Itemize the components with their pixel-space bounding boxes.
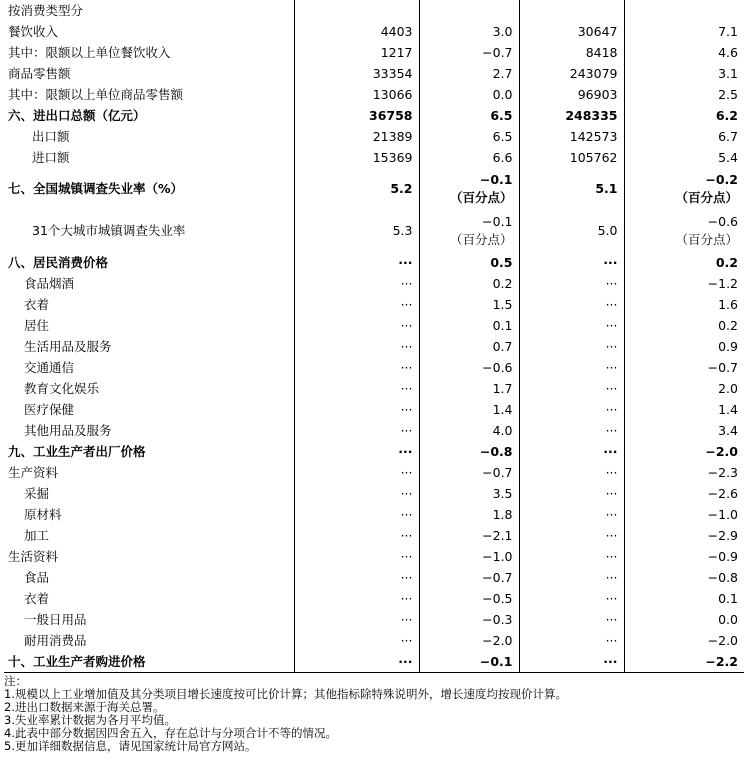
table-row (4, 357, 744, 378)
cell-ytd-value: ··· (519, 441, 624, 462)
cell-month-change: 0.7 (419, 336, 519, 357)
row-label: 出口额 (32, 129, 70, 144)
table-body-bottom (4, 252, 744, 673)
cell-ytd-change: 2.0 (624, 378, 744, 399)
footnote-line: 3.失业率累计数据为各月平均值。 (4, 713, 176, 727)
cell-month-change: −0.5 (419, 588, 519, 609)
cell-month-value: ··· (294, 315, 419, 336)
cell-month-value: 21389 (294, 126, 419, 147)
cell-ytd-change: 0.2 (624, 315, 744, 336)
cell-month-value: ··· (294, 336, 419, 357)
row-label: 进口额 (32, 150, 70, 165)
cell-month-value: 13066 (294, 84, 419, 105)
cell-ytd-change: 3.1 (624, 63, 744, 84)
row-label: 九、工业生产者出厂价格 (8, 444, 146, 459)
cell-ytd-value: 142573 (519, 126, 624, 147)
cell-month-value: ··· (294, 462, 419, 483)
table-row (4, 525, 744, 546)
cell-ytd-change: −2.0 (624, 441, 744, 462)
table-row-unemployment (4, 168, 744, 210)
table-row (4, 105, 744, 126)
cell-month-change: 2.7 (419, 63, 519, 84)
cell-ytd-change: −0.7 (624, 357, 744, 378)
row-label: 居住 (24, 318, 50, 333)
cell-ytd-value: ··· (519, 378, 624, 399)
cell-ytd-change: −1.2 (624, 273, 744, 294)
cell-ytd-change: −2.9 (624, 525, 744, 546)
row-label: 加工 (24, 528, 50, 543)
cell-ytd-value: 243079 (519, 63, 624, 84)
table-row (4, 651, 744, 673)
row-label: 衣着 (24, 297, 50, 312)
row-label: 八、居民消费价格 (8, 255, 109, 270)
cell-month-value: 1217 (294, 42, 419, 63)
row-label: 教育文化娱乐 (24, 381, 100, 396)
row-label: 生产资料 (8, 465, 59, 480)
cell-ytd-change: 6.2 (624, 105, 744, 126)
cell-ytd-change (624, 0, 744, 21)
cell-ytd-change: 0.1 (624, 588, 744, 609)
footnote-line: 5.更加详细数据信息，请见国家统计局官方网站。 (4, 739, 257, 753)
cell-ytd-change: −2.0 (624, 630, 744, 651)
cell-month-value: ··· (294, 294, 419, 315)
cell-ytd-value: ··· (519, 483, 624, 504)
footnote-line: 2.进出口数据来源于海关总署。 (4, 700, 165, 714)
cell-ytd-value: ··· (519, 609, 624, 630)
cell-month-value: 4403 (294, 21, 419, 42)
row-label: 食品 (24, 570, 50, 585)
cell-ytd-value: ··· (519, 588, 624, 609)
table-row (4, 126, 744, 147)
cell-month-change: −2.1 (419, 525, 519, 546)
cell-ytd-value: ··· (519, 567, 624, 588)
row-label: 商品零售额 (8, 66, 71, 81)
change-value: −0.1 (482, 214, 513, 229)
footnotes (4, 675, 750, 753)
table-row (4, 42, 744, 63)
cell-month-value: ··· (294, 567, 419, 588)
cell-ytd-value: 105762 (519, 147, 624, 168)
cell-ytd-value: ··· (519, 273, 624, 294)
cell-ytd-value: ··· (519, 315, 624, 336)
row-label: 医疗保健 (24, 402, 75, 417)
cell-month-change: −0.8 (419, 441, 519, 462)
cell-month-value: ··· (294, 357, 419, 378)
table-row (4, 504, 744, 525)
cell-month-change: 0.0 (419, 84, 519, 105)
change-value: −0.2 (705, 172, 738, 187)
row-label: 按消费类型分 (8, 3, 84, 18)
row-label: 一般日用品 (24, 612, 87, 627)
cell-ytd-change: −2.6 (624, 483, 744, 504)
cell-ytd-change: −2.2 (624, 651, 744, 673)
cell-month-change: 1.7 (419, 378, 519, 399)
cell-month-change: −0.3 (419, 609, 519, 630)
footnote-line: 1.规模以上工业增加值及其分类项目增长速度按可比价计算；其他指标除特殊说明外，增长速度均按现价计算。 (4, 687, 567, 701)
cell-month-value: ··· (294, 399, 419, 420)
cell-month-value: ··· (294, 504, 419, 525)
cell-ytd-value: ··· (519, 462, 624, 483)
change-value: −0.1 (479, 172, 513, 187)
row-label: 十、工业生产者购进价格 (4, 651, 294, 673)
table-row (4, 336, 744, 357)
table-row-31-cities (4, 210, 744, 252)
row-label: 六、进出口总额（亿元） (8, 108, 146, 123)
cell-ytd-change: 7.1 (624, 21, 744, 42)
cell-ytd-change: 4.6 (624, 42, 744, 63)
table-row (4, 63, 744, 84)
cell-ytd-change: 0.9 (624, 336, 744, 357)
row-label: 交通通信 (24, 360, 75, 375)
row-label: 七、全国城镇调查失业率（%） (8, 181, 184, 196)
cell-month-value: ··· (294, 651, 419, 673)
cell-month-value: ··· (294, 525, 419, 546)
cell-ytd-value: ··· (519, 651, 624, 673)
footnote-line: 4.此表中部分数据因四舍五入，存在总计与分项合计不等的情况。 (4, 726, 337, 740)
row-label: 生活资料 (8, 549, 59, 564)
row-label: 其中：限额以上单位商品零售额 (8, 87, 184, 102)
table-row (4, 567, 744, 588)
row-label: 其中：限额以上单位餐饮收入 (8, 45, 171, 60)
row-label: 生活用品及服务 (24, 339, 112, 354)
cell-ytd-value: ··· (519, 399, 624, 420)
table-row (4, 84, 744, 105)
table-row (4, 483, 744, 504)
cell-month-change: 6.5 (419, 126, 519, 147)
cell-ytd-value: 248335 (519, 105, 624, 126)
change-unit: （百分点） (675, 232, 738, 247)
cell-month-value: 15369 (294, 147, 419, 168)
cell-month-change (419, 168, 519, 210)
row-label: 采掘 (24, 486, 50, 501)
cell-month-change: 6.5 (419, 105, 519, 126)
cell-month-change: 1.4 (419, 399, 519, 420)
cell-ytd-change: 0.2 (624, 252, 744, 273)
cell-month-value: ··· (294, 273, 419, 294)
cell-month-change: 1.5 (419, 294, 519, 315)
table-row (4, 462, 744, 483)
table-row (4, 273, 744, 294)
footnote-line: 注： (4, 674, 27, 688)
cell-ytd-value: ··· (519, 546, 624, 567)
cell-ytd-change (624, 168, 744, 210)
row-label: 耐用消费品 (24, 633, 87, 648)
cell-month-value: ··· (294, 546, 419, 567)
cell-ytd-value: ··· (519, 420, 624, 441)
cell-month-change: 0.1 (419, 315, 519, 336)
cell-ytd-change: 6.7 (624, 126, 744, 147)
cell-ytd-change: −2.3 (624, 462, 744, 483)
cell-ytd-change: 2.5 (624, 84, 744, 105)
table-row (4, 378, 744, 399)
cell-month-value: 5.2 (294, 168, 419, 210)
cell-ytd-change: 3.4 (624, 420, 744, 441)
table-body-top (4, 0, 744, 168)
table-row (4, 588, 744, 609)
cell-month-change: −2.0 (419, 630, 519, 651)
cell-ytd-value: 8418 (519, 42, 624, 63)
cell-month-change: −0.7 (419, 567, 519, 588)
table-row (4, 546, 744, 567)
cell-ytd-value: ··· (519, 294, 624, 315)
table-row (4, 441, 744, 462)
cell-month-change: −0.6 (419, 357, 519, 378)
change-unit: （百分点） (449, 190, 513, 205)
cell-month-change: 4.0 (419, 420, 519, 441)
cell-month-change: −0.7 (419, 42, 519, 63)
cell-month-value: 36758 (294, 105, 419, 126)
table-row (4, 609, 744, 630)
row-label: 餐饮收入 (8, 24, 59, 39)
cell-ytd-value: 96903 (519, 84, 624, 105)
cell-ytd-value: 5.0 (519, 210, 624, 252)
row-label: 31个大城市城镇调查失业率 (32, 223, 186, 238)
cell-month-value: ··· (294, 252, 419, 273)
row-label: 食品烟酒 (24, 276, 75, 291)
cell-month-value: ··· (294, 483, 419, 504)
cell-month-change: 1.8 (419, 504, 519, 525)
cell-month-value: ··· (294, 630, 419, 651)
change-value: −0.6 (707, 214, 738, 229)
table-row (4, 0, 744, 21)
statistics-table (4, 0, 744, 673)
cell-ytd-change: −0.8 (624, 567, 744, 588)
change-unit: （百分点） (675, 190, 738, 205)
cell-month-change: 3.5 (419, 483, 519, 504)
cell-month-value: ··· (294, 441, 419, 462)
table-row (4, 21, 744, 42)
cell-month-change: −1.0 (419, 546, 519, 567)
cell-ytd-change (624, 210, 744, 252)
cell-ytd-value: 5.1 (519, 168, 624, 210)
table-row (4, 252, 744, 273)
cell-month-value: 5.3 (294, 210, 419, 252)
cell-month-value (294, 0, 419, 21)
table-row (4, 294, 744, 315)
cell-month-change: 0.2 (419, 273, 519, 294)
cell-month-change (419, 0, 519, 21)
cell-month-value: 33354 (294, 63, 419, 84)
change-unit: （百分点） (449, 232, 513, 247)
cell-month-value: ··· (294, 378, 419, 399)
cell-ytd-value: ··· (519, 504, 624, 525)
cell-month-change: −0.1 (419, 651, 519, 673)
cell-month-change (419, 210, 519, 252)
table-row (4, 147, 744, 168)
cell-ytd-change: 1.6 (624, 294, 744, 315)
cell-month-change: −0.7 (419, 462, 519, 483)
table-row (4, 399, 744, 420)
row-label: 衣着 (24, 591, 50, 606)
cell-ytd-change: 1.4 (624, 399, 744, 420)
cell-ytd-change: 0.0 (624, 609, 744, 630)
cell-month-change: 3.0 (419, 21, 519, 42)
cell-ytd-change: −1.0 (624, 504, 744, 525)
cell-ytd-value: ··· (519, 525, 624, 546)
cell-ytd-change: −0.9 (624, 546, 744, 567)
unemployment-block (4, 168, 744, 252)
cell-ytd-value (519, 0, 624, 21)
table-row (4, 420, 744, 441)
row-label: 原材料 (24, 507, 62, 522)
cell-ytd-value: ··· (519, 336, 624, 357)
cell-month-value: ··· (294, 420, 419, 441)
cell-month-change: 6.6 (419, 147, 519, 168)
table-row (4, 630, 744, 651)
table-row (4, 315, 744, 336)
cell-ytd-value: ··· (519, 252, 624, 273)
cell-ytd-value: ··· (519, 630, 624, 651)
cell-ytd-value: ··· (519, 357, 624, 378)
cell-month-change: 0.5 (419, 252, 519, 273)
cell-ytd-value: 30647 (519, 21, 624, 42)
cell-month-value: ··· (294, 588, 419, 609)
cell-month-value: ··· (294, 609, 419, 630)
cell-ytd-change: 5.4 (624, 147, 744, 168)
row-label: 其他用品及服务 (24, 423, 112, 438)
